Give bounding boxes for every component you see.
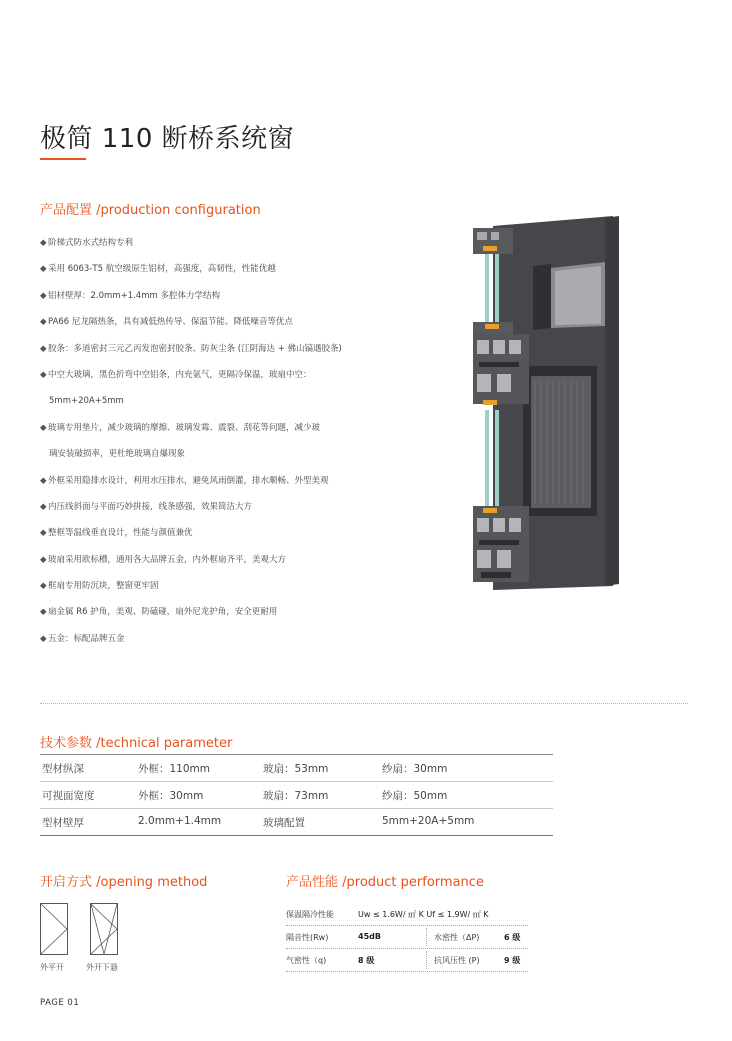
table-row bbox=[40, 782, 553, 809]
diamond-bullet-icon: ◆ bbox=[40, 581, 47, 592]
diamond-bullet-icon: ◆ bbox=[40, 501, 47, 512]
table-row bbox=[40, 809, 553, 836]
feature-text: 五金：标配品牌五金 bbox=[48, 633, 125, 644]
perf-label: 水密性（ΔP) bbox=[434, 933, 480, 942]
feature-item bbox=[40, 415, 440, 441]
table-cell: 2.0mm+1.4mm bbox=[138, 815, 222, 827]
table-cell: 玻璃配置 bbox=[263, 817, 305, 829]
diamond-bullet-icon: ◆ bbox=[40, 264, 47, 275]
diamond-bullet-icon: ◆ bbox=[40, 633, 47, 644]
feature-item bbox=[40, 626, 440, 652]
feature-text: 胶条：多道密封三元乙丙发泡密封胶条、防灰尘条 (江阴海达 + 佛山镐遇胶条) bbox=[48, 343, 342, 354]
feature-item bbox=[40, 520, 440, 546]
opening-icon-outward-tilt bbox=[90, 903, 118, 955]
diamond-bullet-icon: ◆ bbox=[40, 343, 47, 354]
perf-label: 气密性（q) bbox=[286, 956, 327, 965]
perf-value: 9 级 bbox=[504, 956, 521, 965]
technical-heading: 技术参数 /technical parameter bbox=[40, 736, 233, 751]
performance-row bbox=[286, 903, 528, 926]
insulation-label: 保温隔冷性能 bbox=[286, 910, 334, 919]
section-divider bbox=[40, 703, 688, 704]
title-underline bbox=[40, 158, 86, 160]
table-cell: 外框：30mm bbox=[138, 790, 204, 802]
table-row bbox=[40, 755, 553, 782]
table-cell: 纱扇：50mm bbox=[382, 790, 448, 802]
feature-text: 框扇专用防沉块，整窗更牢固 bbox=[48, 581, 159, 592]
table-cell: 型材壁厚 bbox=[42, 817, 84, 829]
feature-item bbox=[40, 256, 440, 282]
diamond-bullet-icon: ◆ bbox=[40, 607, 47, 618]
feature-item bbox=[40, 441, 440, 467]
feature-text: 玻璃专用垫片，减少玻璃的摩擦、玻璃发霉、震裂、刮花等问题，减少玻 bbox=[48, 422, 321, 433]
window-profile-image bbox=[473, 216, 639, 590]
config-heading: 产品配置 /production configuration bbox=[40, 203, 261, 218]
perf-value: 6 级 bbox=[504, 933, 521, 942]
feature-text: 外框采用隐排水设计，利用水压排水，避免风雨倒灌，排水顺畅、外型美观 bbox=[48, 475, 329, 486]
feature-item bbox=[40, 573, 440, 599]
table-cell: 纱扇：30mm bbox=[382, 763, 448, 775]
opening-label: 外开下悬 bbox=[86, 963, 118, 972]
diamond-bullet-icon: ◆ bbox=[40, 317, 47, 328]
diamond-bullet-icon: ◆ bbox=[40, 369, 47, 380]
feature-item bbox=[40, 388, 440, 414]
feature-list bbox=[40, 230, 440, 652]
feature-text: 璃安装破损率，更杜绝玻璃自爆现象 bbox=[49, 449, 186, 460]
feature-item bbox=[40, 336, 440, 362]
diamond-bullet-icon: ◆ bbox=[40, 554, 47, 565]
page-number: PAGE 01 bbox=[40, 998, 80, 1008]
feature-text: 阶梯式防水式结构专利 bbox=[48, 238, 134, 248]
feature-text: 玻扇采用欧标槽，通用各大品牌五金，内外框扇齐平，美观大方 bbox=[48, 554, 287, 565]
table-cell: 外框：110mm bbox=[138, 763, 210, 775]
performance-heading: 产品性能 /product performance bbox=[286, 875, 484, 890]
feature-text: 5mm+20A+5mm bbox=[49, 396, 124, 407]
feature-item bbox=[40, 599, 440, 625]
perf-value: 45dB bbox=[358, 932, 381, 941]
opening-heading: 开启方式 /opening method bbox=[40, 875, 208, 890]
performance-table bbox=[286, 903, 528, 972]
diamond-bullet-icon: ◆ bbox=[40, 475, 47, 486]
feature-item bbox=[40, 494, 440, 520]
diamond-bullet-icon: ◆ bbox=[40, 528, 47, 539]
feature-item bbox=[40, 230, 440, 256]
opening-icon-outward-casement bbox=[40, 903, 68, 955]
technical-table bbox=[40, 754, 553, 836]
feature-text: 采用 6063-T5 航空级原生铝材，高强度，高韧性，性能优越 bbox=[48, 264, 276, 275]
perf-label: 抗风压性 (P) bbox=[434, 956, 480, 965]
diamond-bullet-icon: ◆ bbox=[40, 238, 47, 248]
feature-item bbox=[40, 362, 440, 388]
feature-text: 内压线斜面与平面巧妙拼接，线条感强，效果简洁大方 bbox=[48, 501, 253, 512]
table-cell: 可视面宽度 bbox=[42, 790, 95, 802]
feature-item bbox=[40, 468, 440, 494]
perf-label: 隔音性(Rw) bbox=[286, 933, 329, 942]
performance-row bbox=[286, 926, 528, 949]
feature-item bbox=[40, 283, 440, 309]
feature-text: 中空大玻璃，黑色折弯中空铝条，内充氩气，更隔冷保温，玻扇中空： bbox=[48, 369, 312, 380]
feature-item bbox=[40, 547, 440, 573]
performance-row bbox=[286, 949, 528, 972]
table-cell: 玻扇：53mm bbox=[263, 763, 329, 775]
feature-text: 扇金属 R6 护角，美观、防磕碰，扇外尼龙护角，安全更耐用 bbox=[48, 607, 278, 618]
page-title: 极简 110 断桥系统窗 bbox=[40, 124, 295, 154]
perf-value: 8 级 bbox=[358, 956, 375, 965]
feature-text: 铝材壁厚：2.0mm+1.4mm 多腔体力学结构 bbox=[48, 290, 220, 301]
insulation-value: Uw ≤ 1.6W/ ㎡ K Uf ≤ 1.9W/ ㎡ K bbox=[358, 910, 489, 919]
feature-text: 整框等温线垂直设计，性能与颜值兼优 bbox=[48, 528, 193, 539]
table-cell: 玻扇：73mm bbox=[263, 790, 329, 802]
feature-item bbox=[40, 309, 440, 335]
table-cell: 5mm+20A+5mm bbox=[382, 815, 475, 827]
diamond-bullet-icon: ◆ bbox=[40, 290, 47, 301]
diamond-bullet-icon: ◆ bbox=[40, 422, 47, 433]
table-cell: 型材纵深 bbox=[42, 763, 84, 775]
feature-text: PA66 尼龙隔热条，具有减低热传导、保温节能、降低噪音等优点 bbox=[48, 317, 293, 328]
opening-label: 外平开 bbox=[40, 963, 64, 972]
